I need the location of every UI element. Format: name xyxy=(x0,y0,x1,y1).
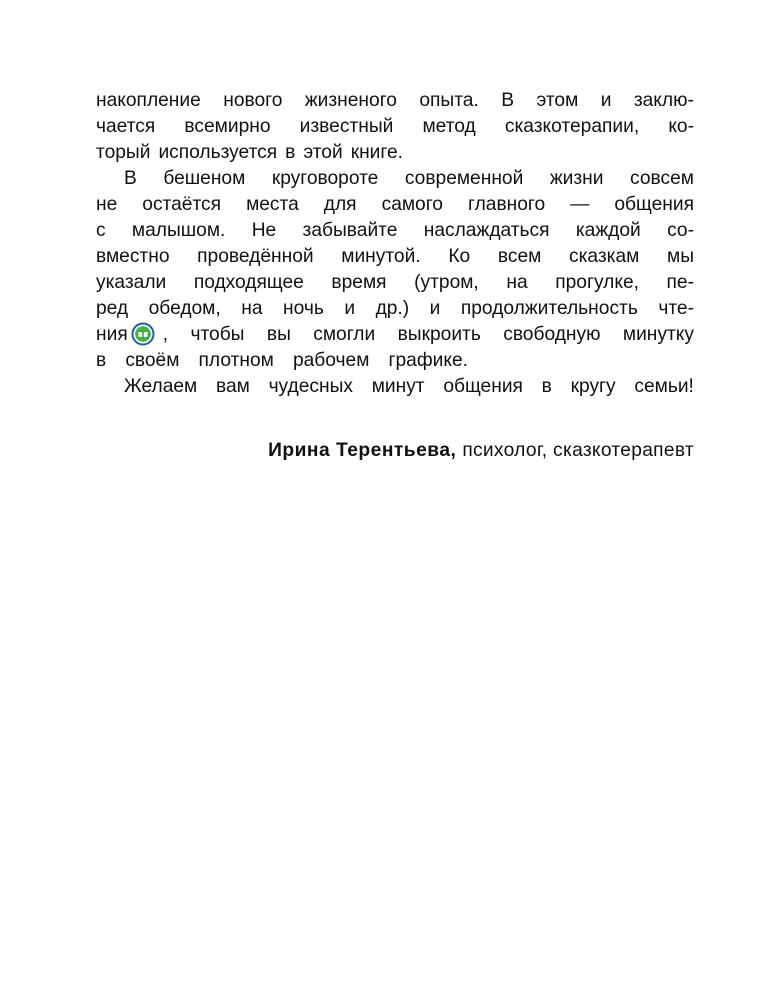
text-word: смогли xyxy=(313,324,376,345)
text-word: графике. xyxy=(388,350,468,371)
text-word: малышом. xyxy=(131,220,226,241)
text-word: и xyxy=(344,298,356,319)
text-word: обедом, xyxy=(148,298,221,319)
text-word: свободную xyxy=(503,324,601,345)
text-word: главного xyxy=(468,194,546,215)
text-word: не xyxy=(96,194,118,215)
text-word: (утром, xyxy=(414,272,479,293)
text-word: минутой. xyxy=(341,246,421,267)
text-word: и xyxy=(429,298,441,319)
text-word: для xyxy=(323,194,357,215)
text-word: чте- xyxy=(658,298,694,319)
text-line xyxy=(96,218,694,244)
text-word: каждой xyxy=(575,220,641,241)
text-line-rest xyxy=(163,322,694,348)
text-word: и xyxy=(600,90,612,111)
text-word: Ко xyxy=(448,246,471,267)
text-word: этой xyxy=(303,142,343,163)
text-word: жизни xyxy=(549,168,604,189)
icon-word-group xyxy=(96,322,155,348)
text-word: семьи! xyxy=(634,376,694,397)
book-clock-icon xyxy=(131,322,155,346)
text-word: продолжительность xyxy=(460,298,638,319)
text-word: места xyxy=(246,194,299,215)
text-word: чается xyxy=(96,116,156,137)
text-word: своём xyxy=(125,350,180,371)
text-word: минут xyxy=(371,376,425,397)
text-word: бешеном xyxy=(163,168,246,189)
text-word: указали xyxy=(96,272,167,293)
text-word: прогулке, xyxy=(555,272,639,293)
text-word: заклю- xyxy=(633,90,694,111)
text-word: накопление xyxy=(96,90,201,111)
text-word: др.) xyxy=(375,298,410,319)
text-word: используется xyxy=(158,142,278,163)
text-word: книге. xyxy=(350,142,403,163)
text-word: в xyxy=(96,350,107,371)
text-line xyxy=(96,270,694,296)
text-word: — xyxy=(570,194,590,215)
text-line xyxy=(96,166,694,192)
text-word: самого xyxy=(381,194,443,215)
text-word: забывайте xyxy=(302,220,398,241)
text-line xyxy=(96,296,694,322)
preface-text xyxy=(96,88,694,400)
text-word: В xyxy=(124,168,137,189)
text-word: ред xyxy=(96,298,129,319)
text-word: этом xyxy=(536,90,579,111)
text-line xyxy=(96,374,694,400)
text-word: на xyxy=(506,272,528,293)
text-word: сказкам xyxy=(568,246,640,267)
text-line xyxy=(96,114,694,140)
text-word: общения xyxy=(443,376,523,397)
author-name: Ирина Терентьева, xyxy=(268,440,457,461)
text-word: остаётся xyxy=(142,194,222,215)
text-word: мы xyxy=(667,246,694,267)
text-word: кругу xyxy=(570,376,616,397)
text-word: всем xyxy=(497,246,542,267)
text-word: вы xyxy=(266,324,291,345)
text-line xyxy=(96,192,694,218)
text-word: в xyxy=(541,376,552,397)
text-word: общения xyxy=(614,194,694,215)
text-word: в xyxy=(285,142,296,163)
text-word: чтобы xyxy=(190,324,245,345)
text-word: плотном xyxy=(198,350,274,371)
text-word: со- xyxy=(667,220,694,241)
text-line xyxy=(96,88,694,114)
text-word: В xyxy=(501,90,515,111)
text-word: известный xyxy=(299,116,394,137)
text-word: наслаждаться xyxy=(423,220,550,241)
text-word: , xyxy=(162,324,169,345)
text-word: современной xyxy=(404,168,524,189)
text-word: торый xyxy=(96,142,151,163)
text-line xyxy=(96,244,694,270)
text-word: выкроить xyxy=(397,324,481,345)
text-word: ко- xyxy=(668,116,694,137)
text-word: вместно xyxy=(96,246,170,267)
text-word: подходящее xyxy=(193,272,304,293)
text-word: время xyxy=(331,272,387,293)
text-word: совсем xyxy=(630,168,694,189)
text-line xyxy=(96,348,468,374)
text-word: с xyxy=(96,220,106,241)
text-word: на xyxy=(241,298,263,319)
text-word: сказкотерапии, xyxy=(504,116,640,137)
text-word: всемирно xyxy=(184,116,271,137)
text-word: нового xyxy=(223,90,283,111)
text-word: минутку xyxy=(622,324,694,345)
text-word: рабочем xyxy=(292,350,370,371)
text-word: Желаем xyxy=(124,376,198,397)
text-word: ния xyxy=(96,324,128,345)
text-word: вам xyxy=(215,376,250,397)
text-word: проведённой xyxy=(197,246,314,267)
text-line-with-icon xyxy=(96,322,694,348)
text-word: ночь xyxy=(283,298,324,319)
text-word: жизненого xyxy=(304,90,397,111)
text-word: пе- xyxy=(666,272,694,293)
text-word: Не xyxy=(251,220,277,241)
text-word: метод xyxy=(422,116,476,137)
author-role: психолог, сказкотерапевт xyxy=(462,440,694,461)
text-word: чудесных xyxy=(268,376,353,397)
author-signature xyxy=(96,438,694,464)
text-word: опыта. xyxy=(419,90,479,111)
text-word: круговороте xyxy=(271,168,379,189)
text-line xyxy=(96,140,694,166)
